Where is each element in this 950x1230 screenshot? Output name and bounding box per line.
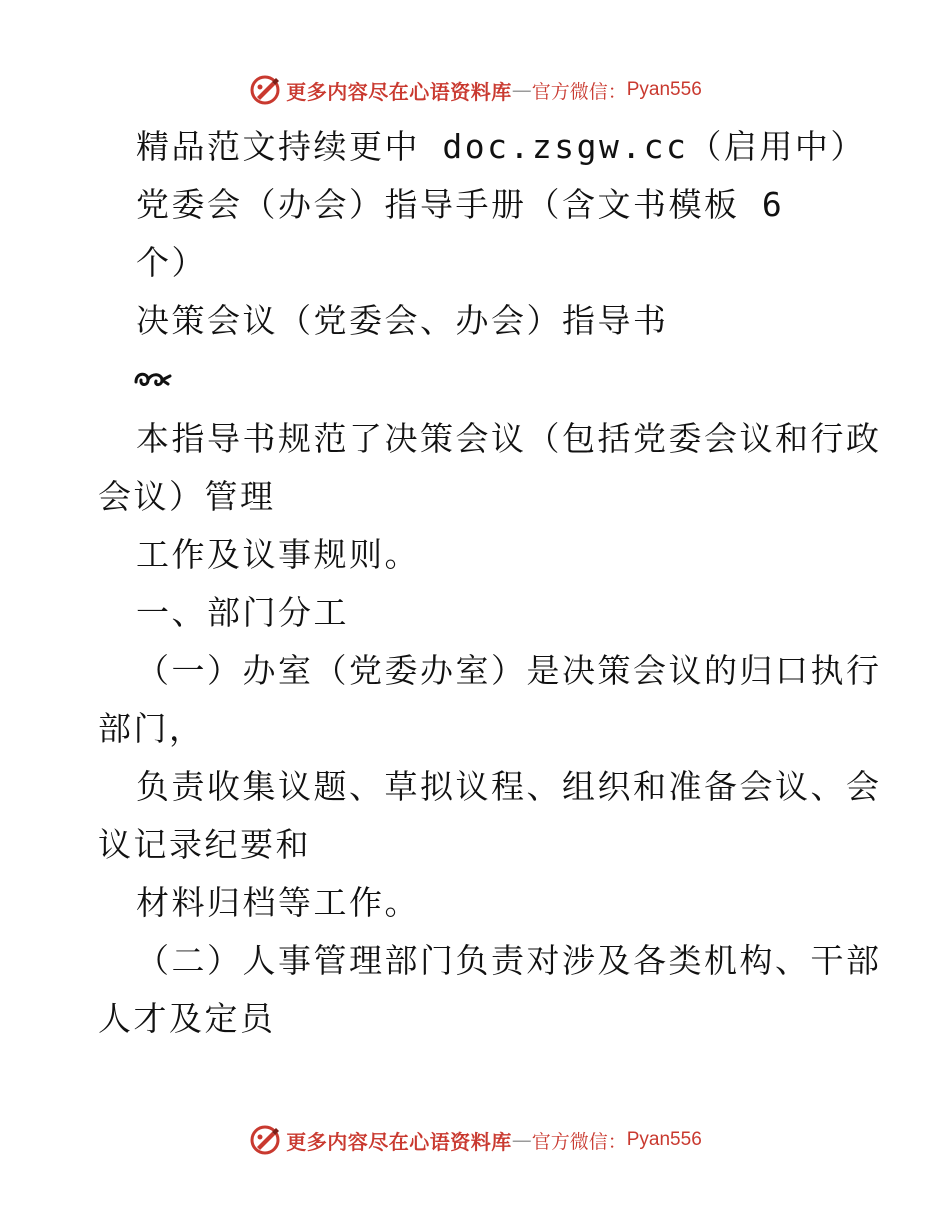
ornament-icon — [132, 364, 174, 394]
banner-official-label: 官方微信： — [531, 80, 627, 103]
doc-paragraph-line: 负责收集议题、草拟议程、组织和准备会议、会 — [136, 767, 882, 806]
banner-official-label: 官方微信： — [531, 1130, 627, 1153]
banner-dash: — — [511, 78, 532, 102]
banner-wechat-id: Pyan556 — [626, 79, 702, 100]
doc-paragraph-line: 工作及议事规则。 — [136, 535, 420, 574]
doc-section-heading: 一、部门分工 — [136, 593, 349, 632]
doc-paragraph-line: （一）办室（党委办室）是决策会议的归口执行 — [136, 651, 882, 690]
logo-icon — [248, 1123, 282, 1157]
doc-title-line: 党委会（办会）指导手册（含文书模板 6 — [136, 185, 785, 224]
banner-dash: — — [511, 1128, 532, 1152]
banner-site-name: 更多内容尽在心语资料库 — [286, 1129, 512, 1154]
doc-paragraph-line: 会议）管理 — [98, 477, 276, 516]
doc-paragraph-line: 部门， — [98, 709, 205, 748]
banner-wechat-id: Pyan556 — [626, 1129, 702, 1150]
doc-paragraph-line: 议记录纪要和 — [98, 825, 311, 864]
banner-site-name: 更多内容尽在心语资料库 — [286, 79, 512, 104]
doc-paragraph-line: 材料归档等工作。 — [136, 883, 420, 922]
doc-paragraph-line: 本指导书规范了决策会议（包括党委会议和行政 — [136, 419, 882, 458]
doc-line: 精品范文持续更中 doc.zsgw.cc（启用中） — [136, 127, 866, 166]
doc-paragraph-line: 人才及定员 — [98, 999, 276, 1038]
doc-subtitle-line: 决策会议（党委会、办会）指导书 — [136, 301, 669, 340]
doc-title-line: 个） — [136, 243, 207, 282]
footer-banner — [0, 1122, 950, 1158]
doc-paragraph-line: （二）人事管理部门负责对涉及各类机构、干部 — [136, 941, 882, 980]
